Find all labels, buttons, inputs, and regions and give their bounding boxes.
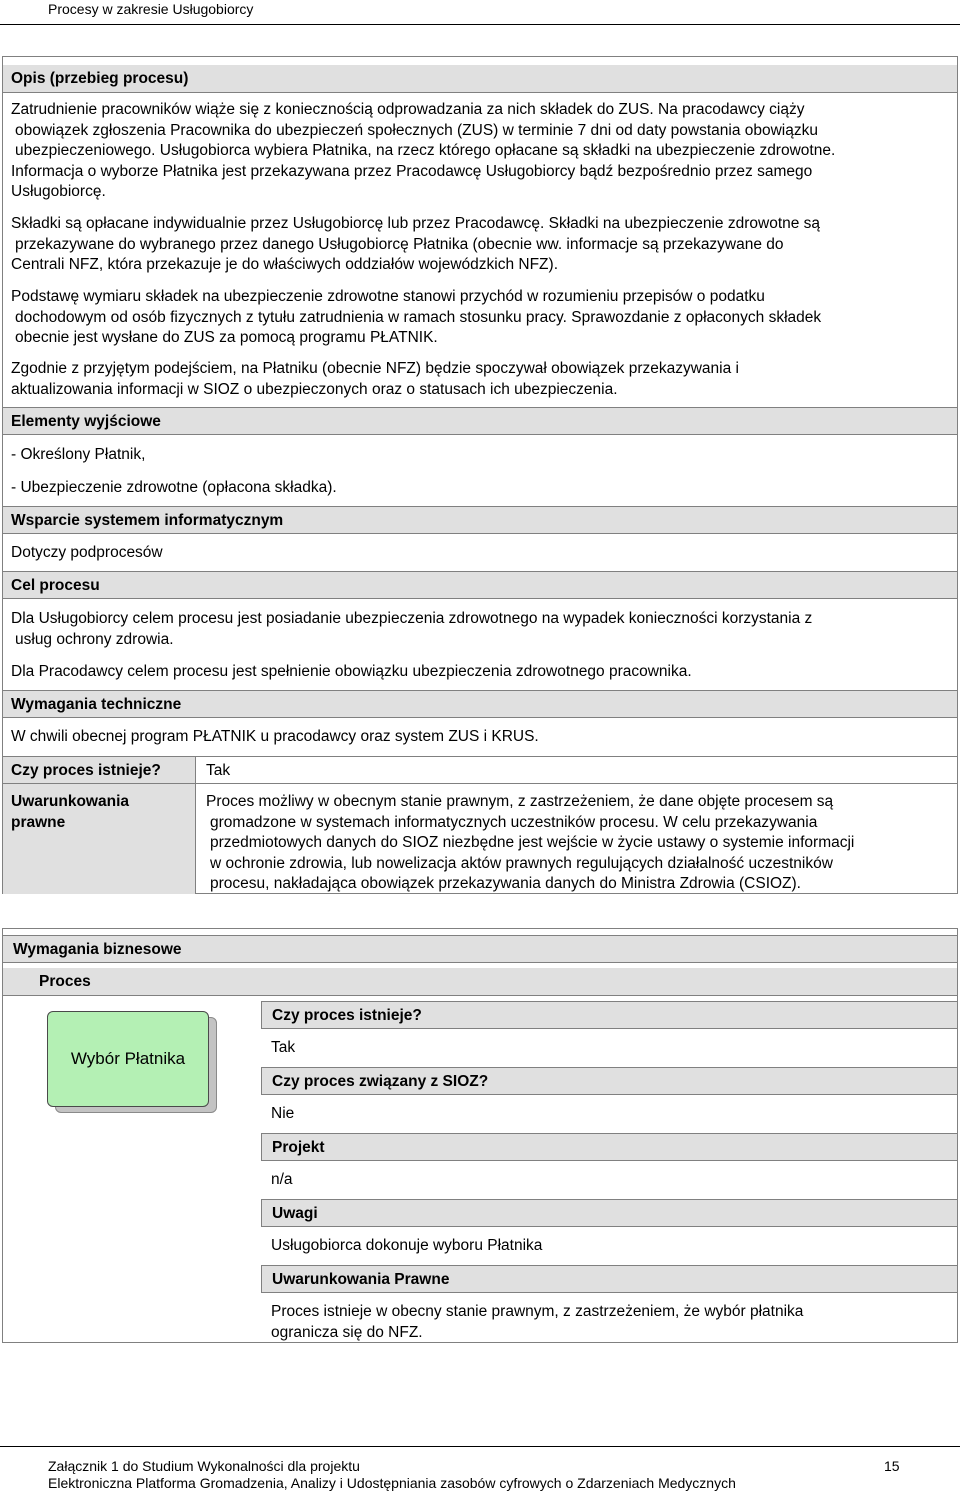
text-line: Składki są opłacane indywidualnie przez Usługobiorcę lub przez Pracodawcę. Składki na ubezpieczenie zdrowotne są <box>11 215 821 232</box>
footer <box>48 1458 908 1492</box>
footer-line-2: Elektroniczna Platforma Gromadzenia, Analizy i Udostępniania zasobów cyfrowych o Zdarzeniach Medycznych <box>48 1475 736 1491</box>
elementy-item: - Określony Płatnik, <box>11 446 146 463</box>
process-description-table <box>2 56 958 894</box>
uwarunkowania-label-cell <box>3 783 196 894</box>
header-rule <box>0 24 960 25</box>
wymagania-biznesowe-heading: Wymagania biznesowe <box>13 941 182 958</box>
proces-row <box>3 968 957 996</box>
text-line: Centrali NFZ, która przekazuje je do właściwych oddziałów wojewódzkich NFZ). <box>11 256 558 273</box>
opis-heading-row <box>3 65 957 93</box>
wymagania-heading-row <box>3 690 957 718</box>
text-line: Dla Usługobiorcy celem procesu jest posiadanie ubezpieczenia zdrowotnego na wypadek konieczności korzystania z <box>11 610 813 627</box>
opis-paragraph-3 <box>11 287 947 349</box>
cel-heading: Cel procesu <box>11 577 100 594</box>
text-line: w ochronie zdrowia, lub nowelizacja aktów prawnych regulujących działalność uczestników <box>210 854 833 872</box>
text-line: gromadzone w systemach informatycznych uczestników procesu. W celu przekazywania <box>210 813 818 831</box>
cel-heading-row <box>3 571 957 599</box>
wymagania-heading: Wymagania techniczne <box>11 696 182 713</box>
uwarunkowania-prawne-header <box>261 1265 957 1293</box>
czy-proces-label-cell <box>3 756 196 784</box>
opis-paragraph-2 <box>11 214 947 276</box>
text-line: Usługobiorcę. <box>11 183 106 200</box>
czy-proces-istnieje-header <box>261 1001 957 1029</box>
text-line: ubezpieczeniowego. Usługobiorca wybiera Płatnika, na rzecz którego opłacane są składki na ubezpieczenie zdrowotne. <box>15 142 836 159</box>
uwarunkowania-prawne-text <box>271 1302 951 1343</box>
wsparcie-text: Dotyczy podprocesów <box>11 544 163 561</box>
czy-proces-label: Czy proces istnieje? <box>11 762 161 779</box>
text-line: Uwarunkowania <box>11 793 129 810</box>
wsparcie-heading-row <box>3 506 957 534</box>
sioz-value: Nie <box>271 1105 295 1122</box>
opis-heading: Opis (przebieg procesu) <box>11 70 189 87</box>
text-line: aktualizowania informacji w SIOZ o ubezpieczonych oraz o statusach ich ubezpieczenia. <box>11 380 618 398</box>
uwagi-value: Usługobiorca dokonuje wyboru Płatnika <box>271 1237 543 1254</box>
wymagania-text: W chwili obecnej program PŁATNIK u pracodawcy oraz system ZUS i KRUS. <box>11 728 539 745</box>
projekt-label: Projekt <box>272 1139 325 1156</box>
text-line: dochodowym od osób fizycznych z tytułu zatrudnienia w ramach stosunku pracy. Sprawozdanie z opłaconych składek <box>15 308 822 326</box>
elementy-item: - Ubezpieczenie zdrowotne (opłacona składka). <box>11 479 337 496</box>
wsparcie-heading: Wsparcie systemem informatycznym <box>11 512 284 529</box>
sioz-header <box>261 1067 957 1095</box>
projekt-value: n/a <box>271 1171 293 1188</box>
czy-proces-value-cell <box>196 756 957 784</box>
text-line: Zgodnie z przyjętym podejściem, na Płatniku (obecnie NFZ) będzie spoczywał obowiązek przekazywania i <box>11 360 739 377</box>
page-header: Procesy w zakresie Usługobiorcy <box>48 1 254 17</box>
text-line: prawne <box>11 813 66 831</box>
cel-paragraph-2: Dla Pracodawcy celem procesu jest spełnienie obowiązku ubezpieczenia zdrowotnego pracownika. <box>11 663 692 680</box>
elementy-heading: Elementy wyjściowe <box>11 413 161 430</box>
text-line: ogranicza się do NFZ. <box>271 1323 423 1341</box>
business-requirements-table <box>2 928 958 1343</box>
opis-paragraph-1 <box>11 100 947 203</box>
text-line: Proces możliwy w obecnym stanie prawnym, z zastrzeżeniem, że dane objęte procesem są <box>206 793 834 810</box>
text-line: Zatrudnienie pracowników wiąże się z koniecznością odprowadzania za nich składek do ZUS. Na pracodawcy ciąży <box>11 101 805 118</box>
text-line: usług ochrony zdrowia. <box>15 630 174 648</box>
text-line: Proces istnieje w obecny stanie prawnym, z zastrzeżeniem, że wybór płatnika <box>271 1303 804 1320</box>
czy-proces-value: Tak <box>206 762 231 779</box>
cel-paragraph-1 <box>11 609 947 650</box>
text-line: obowiązek zgłoszenia Pracownika do ubezpieczeń społecznych (ZUS) w terminie 7 dni od daty powstania obowiązku <box>15 121 818 139</box>
process-shape <box>47 1011 209 1107</box>
elementy-heading-row <box>3 407 957 435</box>
text-line: przekazywane do wybranego przez danego Usługobiorcę Płatnika (obecnie ww. informacje są przekazywane do <box>15 235 784 253</box>
sioz-label: Czy proces związany z SIOZ? <box>272 1073 489 1090</box>
process-shape-label: Wybór Płatnika <box>70 1048 186 1068</box>
text-line: obecnie jest wysłane do ZUS za pomocą programu PŁATNIK. <box>15 329 438 346</box>
projekt-header <box>261 1133 957 1161</box>
page-number: 15 <box>884 1458 900 1474</box>
text-line: procesu, nakładająca obowiązek przekazywania danych do Ministra Zdrowia (CSIOZ). <box>210 875 801 892</box>
uwarunkowania-prawne-label: Uwarunkowania Prawne <box>272 1271 450 1288</box>
opis-paragraph-4 <box>11 359 947 400</box>
text-line: przedmiotowych danych do SIOZ niezbędne jest wejście w życie ustawy o systemie informacji <box>210 834 855 851</box>
text-line: Informacja o wyborze Płatnika jest przekazywana przez Pracodawcę Usługobiorcy bądź bezpośrednio przez samego <box>11 162 813 180</box>
uwagi-label: Uwagi <box>272 1205 318 1222</box>
czy-proces-istnieje-value: Tak <box>271 1039 296 1056</box>
czy-proces-istnieje-label: Czy proces istnieje? <box>272 1007 422 1024</box>
wymagania-biznesowe-row <box>3 935 957 963</box>
uwarunkowania-text <box>206 792 951 895</box>
footer-rule <box>0 1446 960 1447</box>
uwagi-header <box>261 1199 957 1227</box>
text-line: Podstawę wymiaru składek na ubezpieczenie zdrowotne stanowi przychód w rozumieniu przepisów o podatku <box>11 288 765 305</box>
proces-label: Proces <box>39 973 91 990</box>
footer-line-1: Załącznik 1 do Studium Wykonalności dla projektu <box>48 1458 360 1474</box>
